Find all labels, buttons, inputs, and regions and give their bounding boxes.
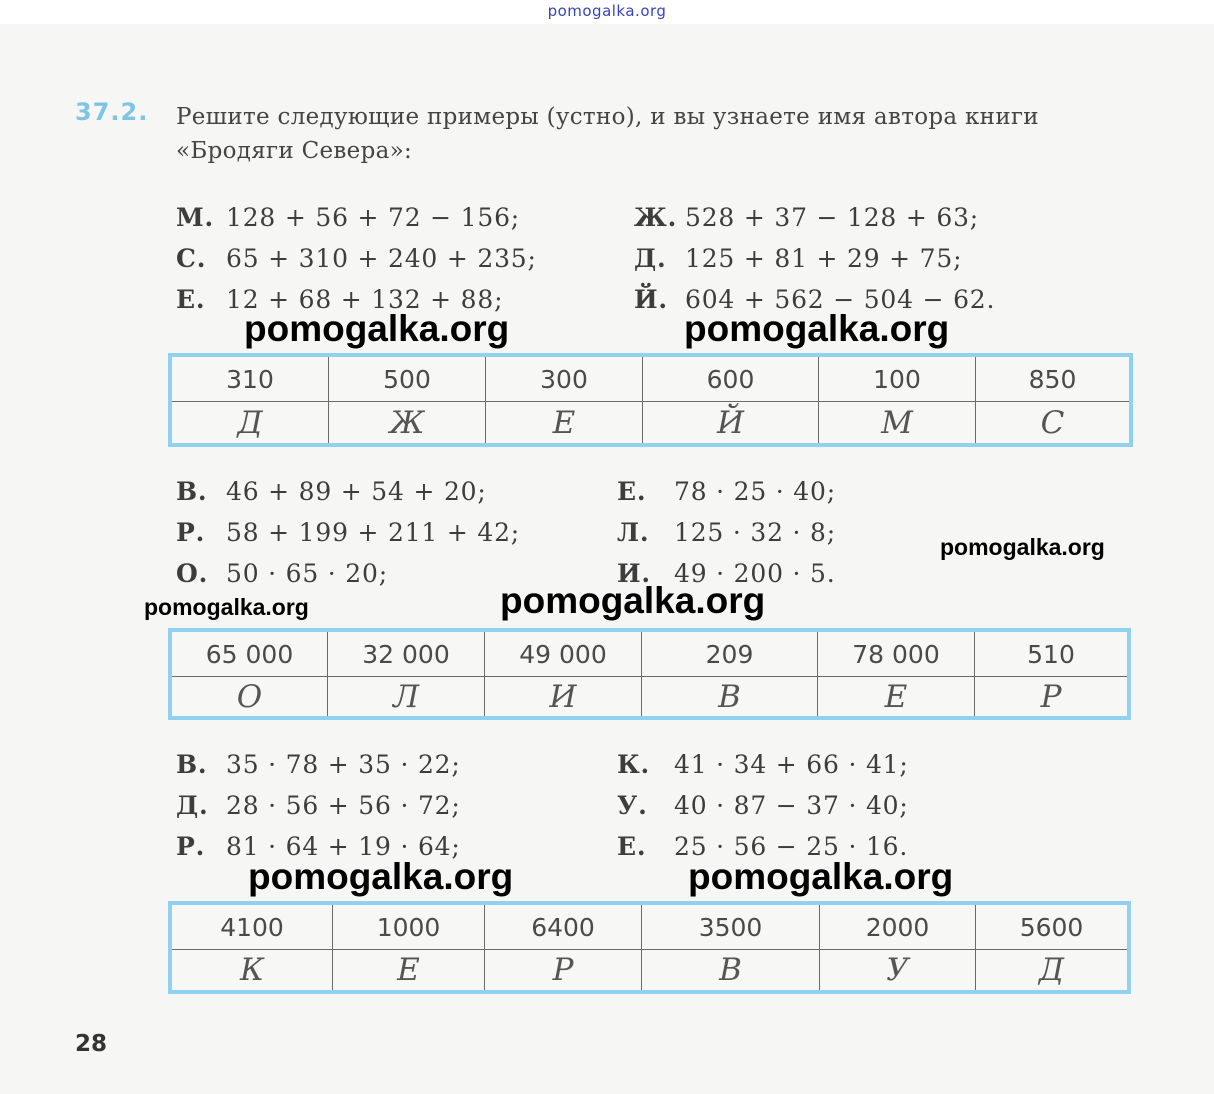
- expression-label: О.: [176, 559, 209, 588]
- watermark: pomogalka.org: [940, 534, 1105, 560]
- expression-text: 528 + 37 − 128 + 63;: [685, 203, 980, 232]
- expression-text: 49 · 200 · 5.: [674, 559, 836, 588]
- watermark: pomogalka.org: [500, 580, 766, 621]
- expression-label: С.: [176, 244, 207, 273]
- table-number-cell: 1000: [333, 905, 485, 950]
- table-letter-cell: О: [172, 677, 328, 717]
- expression: [617, 477, 836, 506]
- expression-text: 81 · 64 + 19 · 64;: [226, 832, 461, 861]
- expression-label: Е.: [176, 285, 206, 314]
- expression: [617, 750, 909, 779]
- expression-text: 125 + 81 + 29 + 75;: [685, 244, 963, 273]
- expression-label: Е.: [617, 832, 647, 861]
- expression: [176, 559, 388, 588]
- table-letter-cell: Е: [333, 950, 485, 991]
- expression-label: Р.: [176, 832, 206, 861]
- table-letter-cell: В: [642, 677, 818, 717]
- expression-text: 35 · 78 + 35 · 22;: [226, 750, 461, 779]
- table-number-cell: 49 000: [485, 632, 642, 677]
- table-letter-cell: И: [485, 677, 642, 717]
- expression: [176, 477, 487, 506]
- expression: [176, 203, 520, 232]
- table-number-cell: 500: [329, 357, 486, 402]
- expression-text: 40 · 87 − 37 · 40;: [674, 791, 909, 820]
- expression-text: 604 + 562 − 504 − 62.: [685, 285, 996, 314]
- expression-text: 128 + 56 + 72 − 156;: [226, 203, 521, 232]
- table-number-cell: 78 000: [818, 632, 975, 677]
- table-letter-cell: У: [820, 950, 976, 991]
- expression-text: 58 + 199 + 211 + 42;: [226, 518, 521, 547]
- watermark: pomogalka.org: [684, 308, 950, 349]
- expression: [176, 244, 537, 273]
- expression-label: Д.: [176, 791, 209, 820]
- expression-text: 78 · 25 · 40;: [674, 477, 836, 506]
- expression-text: 125 · 32 · 8;: [674, 518, 836, 547]
- table-number-cell: 209: [642, 632, 818, 677]
- table-number-cell: 310: [172, 357, 329, 402]
- page-number: 28: [75, 1031, 108, 1057]
- expression-label: Л.: [617, 518, 650, 547]
- task-number: 37.2.: [75, 98, 149, 126]
- expression-label: У.: [617, 791, 648, 820]
- table-number-cell: 5600: [976, 905, 1128, 950]
- table-letter-cell: М: [819, 402, 976, 444]
- expression-text: 50 · 65 · 20;: [226, 559, 388, 588]
- expression-label: Р.: [176, 518, 206, 547]
- expression-label: В.: [176, 477, 208, 506]
- expression: [176, 791, 461, 820]
- table-number-cell: 850: [976, 357, 1130, 402]
- expression: [634, 203, 979, 232]
- expression: [176, 518, 520, 547]
- expression-text: 41 · 34 + 66 · 41;: [674, 750, 909, 779]
- expression-label: Ж.: [634, 203, 678, 232]
- table-letter-cell: В: [642, 950, 820, 991]
- table-number-cell: 600: [643, 357, 819, 402]
- expression: [634, 244, 962, 273]
- expression-text: 46 + 89 + 54 + 20;: [226, 477, 487, 506]
- answer-table: [168, 353, 1133, 447]
- table-number-cell: 2000: [820, 905, 976, 950]
- expression-label: Е.: [617, 477, 647, 506]
- expression-text: 12 + 68 + 132 + 88;: [226, 285, 504, 314]
- table-letter-cell: Е: [818, 677, 975, 717]
- site-link-top[interactable]: pomogalka.org: [547, 2, 667, 20]
- expression-label: Й.: [634, 285, 668, 314]
- task-text: Решите следующие примеры (устно), и вы узнаете имя автора книги «Бродяги Севера»:: [176, 104, 1039, 164]
- table-letter-cell: Д: [172, 402, 329, 444]
- answer-table: [168, 628, 1131, 720]
- table-letter-cell: Р: [485, 950, 642, 991]
- watermark: pomogalka.org: [248, 856, 514, 897]
- table-number-cell: 100: [819, 357, 976, 402]
- expression-text: 65 + 310 + 240 + 235;: [226, 244, 537, 273]
- watermark: pomogalka.org: [144, 594, 309, 620]
- expression: [617, 791, 909, 820]
- watermark: pomogalka.org: [244, 308, 510, 349]
- expression-label: И.: [617, 559, 651, 588]
- table-number-cell: 4100: [172, 905, 333, 950]
- expression-label: Д.: [634, 244, 667, 273]
- watermark: pomogalka.org: [688, 856, 954, 897]
- table-letter-cell: Ж: [329, 402, 486, 444]
- table-letter-cell: Й: [643, 402, 819, 444]
- table-letter-cell: Л: [328, 677, 485, 717]
- table-letter-cell: Р: [975, 677, 1128, 717]
- expression-text: 25 · 56 − 25 · 16.: [674, 832, 909, 861]
- answer-table: [168, 901, 1131, 994]
- table-letter-cell: С: [976, 402, 1130, 444]
- table-letter-cell: Е: [486, 402, 643, 444]
- table-letter-cell: Д: [976, 950, 1128, 991]
- table-number-cell: 300: [486, 357, 643, 402]
- table-number-cell: 510: [975, 632, 1128, 677]
- table-number-cell: 32 000: [328, 632, 485, 677]
- expression: [176, 750, 461, 779]
- expression-label: В.: [176, 750, 208, 779]
- table-number-cell: 3500: [642, 905, 820, 950]
- table-letter-cell: К: [172, 950, 333, 991]
- expression: [617, 518, 836, 547]
- expression-text: 28 · 56 + 56 · 72;: [226, 791, 461, 820]
- expression-label: М.: [176, 203, 214, 232]
- expression-label: К.: [617, 750, 651, 779]
- table-number-cell: 6400: [485, 905, 642, 950]
- table-number-cell: 65 000: [172, 632, 328, 677]
